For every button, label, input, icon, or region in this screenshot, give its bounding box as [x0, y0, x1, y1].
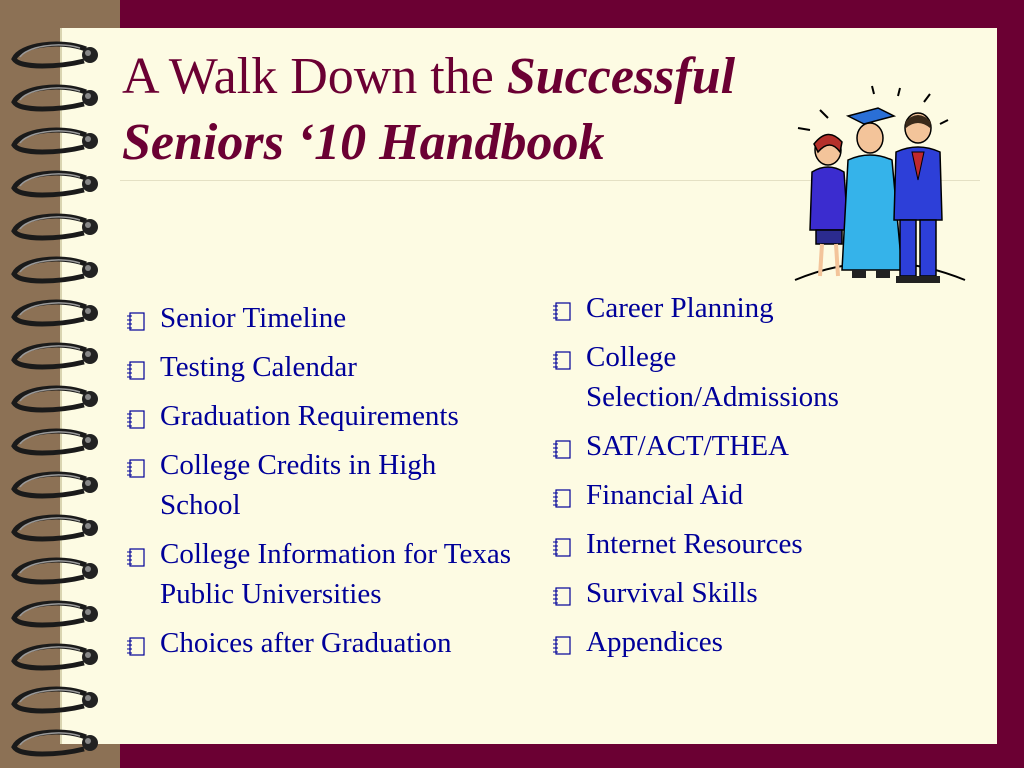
- binding-ring: [14, 216, 98, 238]
- list-item: [122, 396, 522, 436]
- slide-title: [122, 44, 735, 176]
- right-topic-list: [548, 288, 908, 671]
- binding-ring: [14, 732, 98, 754]
- list-item: [548, 426, 908, 466]
- list-item: [548, 475, 908, 515]
- list-item-label: SAT/ACT/THEA: [586, 430, 789, 462]
- title-emphasis-2: Seniors ‘10 Handbook: [122, 114, 605, 171]
- notebook-bullet-icon: [552, 487, 574, 509]
- binding-ring: [14, 44, 98, 66]
- list-item-label: Appendices: [586, 626, 723, 658]
- notebook-bullet-icon: [552, 634, 574, 656]
- notebook-bullet-icon: [552, 349, 574, 371]
- list-item: [122, 445, 522, 525]
- notebook-bullet-icon: [126, 310, 148, 332]
- notebook-bullet-icon: [552, 300, 574, 322]
- notebook-bullet-icon: [552, 438, 574, 460]
- list-item: [548, 524, 908, 564]
- binding-ring: [14, 474, 98, 496]
- title-plain: A Walk Down the: [122, 48, 507, 105]
- graduation-group-clipart: [790, 80, 970, 295]
- notebook-bullet-icon: [552, 585, 574, 607]
- list-item-label: College Information for Texas Public Universities: [160, 538, 511, 610]
- binding-ring: [14, 345, 98, 367]
- notebook-bullet-icon: [552, 536, 574, 558]
- list-item: [122, 298, 522, 338]
- list-item: [122, 347, 522, 387]
- list-item: [548, 622, 908, 662]
- binding-ring: [14, 87, 98, 109]
- notebook-bullet-icon: [126, 359, 148, 381]
- spiral-binding: [0, 0, 120, 768]
- list-item-label: Graduation Requirements: [160, 400, 459, 432]
- list-item: [548, 288, 908, 328]
- list-item-label: Senior Timeline: [160, 302, 347, 334]
- list-item-label: College Selection/Admissions: [586, 341, 839, 413]
- binding-ring: [14, 689, 98, 711]
- binding-ring: [14, 560, 98, 582]
- binding-ring: [14, 517, 98, 539]
- left-topic-list: [122, 298, 522, 672]
- list-item-label: Career Planning: [586, 292, 774, 324]
- list-item: [122, 534, 522, 614]
- list-item: [548, 337, 908, 417]
- binding-ring: [14, 603, 98, 625]
- notebook-bullet-icon: [126, 408, 148, 430]
- list-item: [548, 573, 908, 613]
- binding-ring: [14, 130, 98, 152]
- binding-ring: [14, 388, 98, 410]
- title-emphasis-1: Successful: [506, 48, 736, 105]
- list-item-label: Choices after Graduation: [160, 627, 452, 659]
- list-item-label: Testing Calendar: [160, 351, 357, 383]
- list-item-label: College Credits in High School: [160, 449, 437, 521]
- binding-ring: [14, 173, 98, 195]
- notebook-bullet-icon: [126, 635, 148, 657]
- binding-ring: [14, 302, 98, 324]
- binding-ring: [14, 431, 98, 453]
- list-item-label: Survival Skills: [586, 577, 758, 609]
- list-item-label: Financial Aid: [586, 479, 744, 511]
- binding-ring: [14, 646, 98, 668]
- binding-ring: [14, 259, 98, 281]
- notebook-bullet-icon: [126, 457, 148, 479]
- list-item: [122, 623, 522, 663]
- notebook-bullet-icon: [126, 546, 148, 568]
- list-item-label: Internet Resources: [586, 528, 803, 560]
